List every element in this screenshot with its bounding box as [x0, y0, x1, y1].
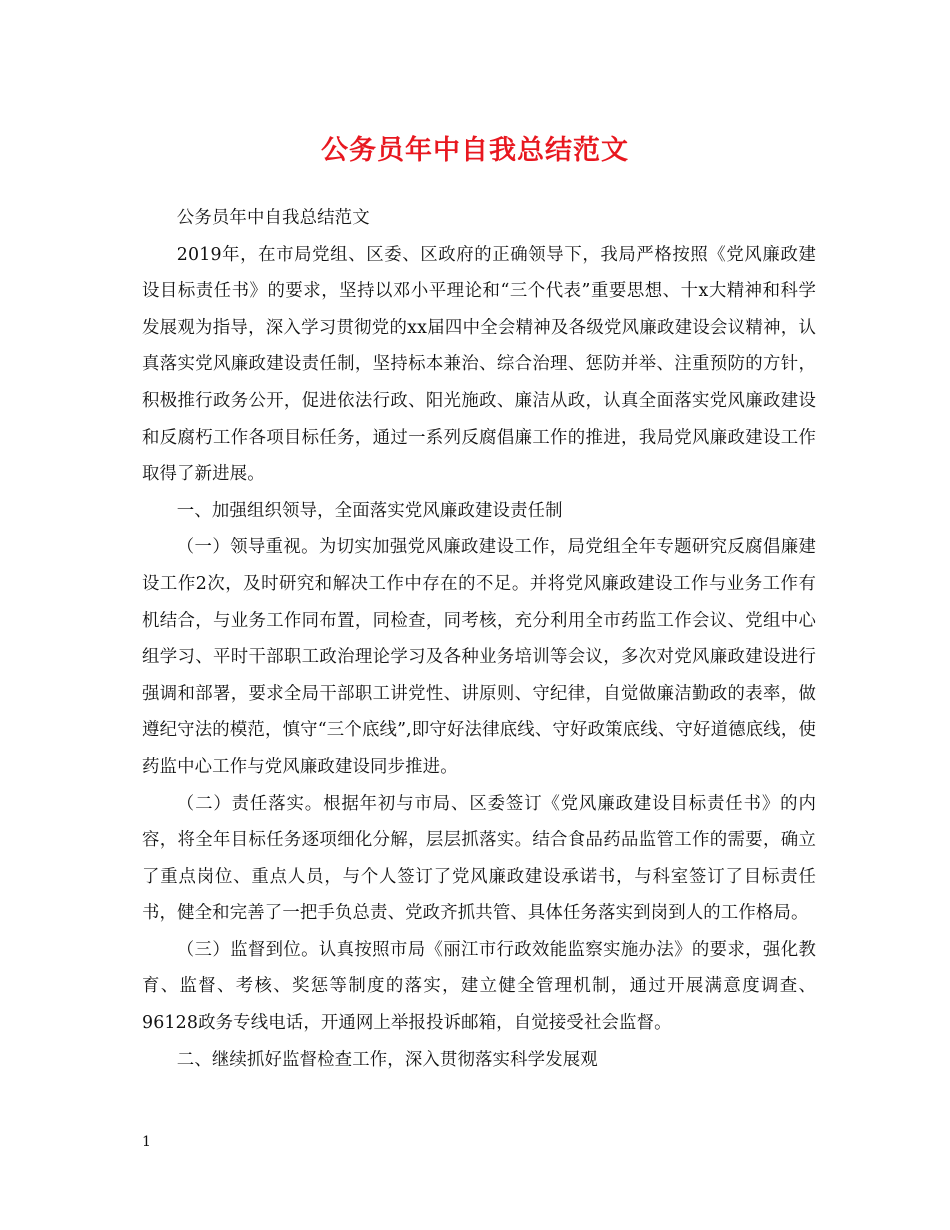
paragraph-subtitle: 公务员年中自我总结范文	[176, 208, 370, 228]
page-number: 1	[142, 1134, 151, 1150]
section-heading-2: 二、继续抓好监督检查工作，深入贯彻落实科学发展观	[176, 1049, 598, 1070]
paragraph-leadership: （一）领导重视。为切实加强党风廉政建设工作，局党组全年专题研究反腐倡廉建设工作2次，及时研究和解决工作中存在的不足。并将党风廉政建设工作与业务工作有机结合，与业务工作同布置，同检查，同考核，充分利用全市药监工作会议、党组中心组学习、平时干部职工政治理论学习及各种业务培训等会议，多次对党风廉政建设进行强调和部署，要求全局干部职工讲党性、讲原则、守纪律，自觉做廉洁勤政的表率，做遵纪守法的模范，慎守“三个底线”,即守好法律底线、守好政策底线、守好道德底线，使药监中心工作与党风廉政建设同步推进。	[142, 537, 816, 777]
document-title: 公务员年中自我总结范文	[321, 135, 629, 166]
section-heading-1: 一、加强组织领导，全面落实党风廉政建设责任制	[176, 500, 563, 521]
document-body	[142, 200, 816, 1078]
paragraph-supervision: （三）监督到位。认真按照市局《丽江市行政效能监察实施办法》的要求，强化教育、监督、考核、奖惩等制度的落实，建立健全管理机制，通过开展满意度调查、96128政务专线电话，开通网上举报投诉邮箱，自觉接受社会监督。	[142, 939, 816, 1034]
paragraph-intro: 2019年，在市局党组、区委、区政府的正确领导下，我局严格按照《党风廉政建设目标责任书》的要求，坚持以邓小平理论和“三个代表”重要思想、十x大精神和科学发展观为指导，深入学习贯彻党的xx届四中全会精神及各级党风廉政建设会议精神，认真落实党风廉政建设责任制，坚持标本兼治、综合治理、惩防并举、注重预防的方针，积极推行政务公开，促进依法行政、阳光施政、廉洁从政，认真全面落实党风廉政建设和反腐朽工作各项目标任务，通过一系列反腐倡廉工作的推进，我局党风廉政建设工作取得了新进展。	[142, 244, 816, 485]
paragraph-responsibility: （二）责任落实。根据年初与市局、区委签订《党风廉政建设目标责任书》的内容，将全年目标任务逐项细化分解，层层抓落实。结合食品药品监管工作的需要，确立了重点岗位、重点人员，与个人签订了党风廉政建设承诺书，与科室签订了目标责任书，健全和完善了一把手负总责、党政齐抓共管、具体任务落实到岗到人的工作格局。	[142, 793, 816, 924]
